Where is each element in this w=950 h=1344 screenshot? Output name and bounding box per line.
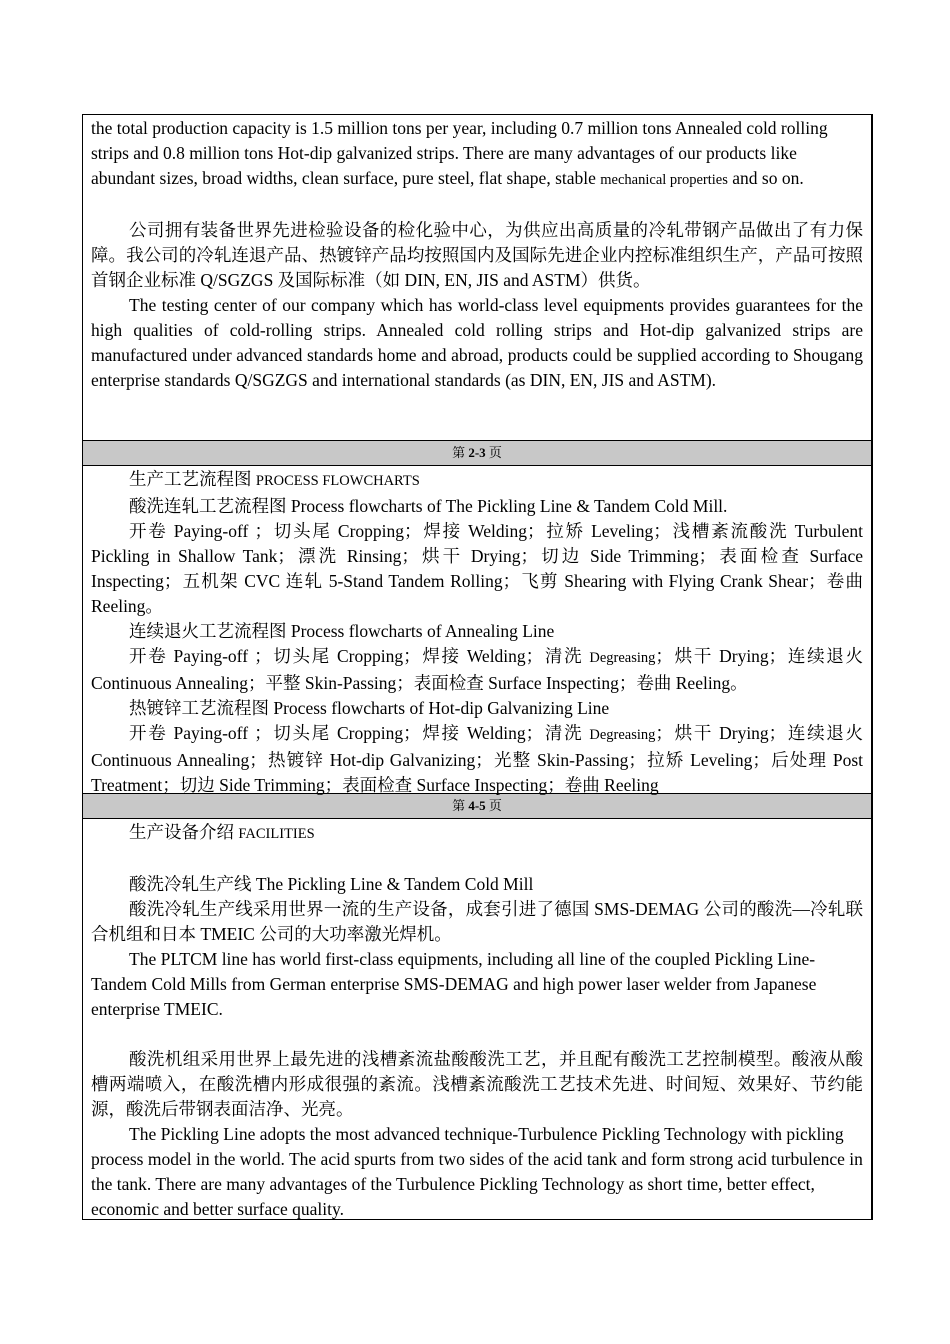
capacity-paragraph [91, 116, 863, 193]
capacity-text-end: and so on. [727, 168, 804, 188]
capacity-text: the total production capacity is 1.5 million tons per year, including 0.7 million tons Annealed cold rolling strips and 0.8 million tons Hot-dip galvanized strips. There are many advantages of our products like abundant sizes, broad widths, clean surface, pure steel, flat shape, stable [91, 118, 828, 188]
section-facilities [83, 819, 871, 1220]
pickling-line-title: 酸洗冷轧生产线 The Pickling Line & Tandem Cold Mill [129, 874, 534, 894]
pickling-flow-title: 酸洗连轧工艺流程图 Process flowcharts of The Pickling Line & Tandem Cold Mill. [129, 496, 728, 516]
turbulence-zh: 酸洗机组采用世界上最先进的浅槽紊流盐酸酸洗工艺，并且配有酸洗工艺控制模型。酸液从酸槽两端喷入，在酸洗槽内形成很强的紊流。浅槽紊流酸洗工艺技术先进、时间短、效果好、节约能源，酸洗后带钢表面洁净、光亮。 [91, 1049, 863, 1119]
flowcharts-title: 生产工艺流程图 PROCESS FLOWCHARTS [129, 469, 420, 489]
turbulence-en: The Pickling Line adopts the most advanced technique-Turbulence Pickling Technology with pickling process model in the world. The acid spurts from two sides of the acid tank and form strong acid turbulence in the tank. There are many advantages of the Turbulence Pickling Technology as short time, better effect, economic and better surface quality. [91, 1124, 863, 1219]
page-marker-2-3: 第 2-3 页 [83, 441, 871, 466]
facilities-title: 生产设备介绍 FACILITIES [129, 822, 315, 842]
galvanizing-flow-title: 热镀锌工艺流程图 Process flowcharts of Hot-dip Galvanizing Line [129, 698, 610, 718]
pltcm-en: The PLTCM line has world first-class equipments, including all line of the coupled Pickling Line-Tandem Cold Mills from German enterprise SMS-DEMAG and high power laser welder from Japanese enterprise TMEIC. [91, 949, 817, 1019]
pltcm-zh: 酸洗冷轧生产线采用世界一流的生产设备，成套引进了德国 SMS-DEMAG 公司的酸洗—冷轧联合机组和日本 TMEIC 公司的大功率激光焊机。 [91, 899, 863, 944]
page-marker-4-5: 第 4-5 页 [83, 794, 871, 819]
page-range: 2-3 [468, 445, 486, 460]
galvanizing-flow-steps: 开卷 Paying-off ；切头尾 Cropping；焊接 Welding；清洗 Degreasing；烘干 Drying；连续退火 Continuous Annealing；热镀锌 Hot-dip Galvanizing；光整 Skin-Passing；拉矫 Leveling；后处理 Post Treatment；切边 Side Trimming；表面检查 Surface Inspecting；卷曲 Reeling [91, 723, 864, 795]
section-flowcharts [83, 466, 871, 794]
annealing-flow-steps: 开卷 Paying-off ；切头尾 Cropping；焊接 Welding；清洗 Degreasing；烘干 Drying；连续退火 Continuous Annealing；平整 Skin-Passing；表面检查 Surface Inspecting；卷曲 Reeling。 [91, 646, 864, 693]
capacity-text-small: mechanical properties [600, 172, 728, 188]
testing-center-en: The testing center of our company which has world-class level equipments provides guarantees for the high qualities of cold-rolling strips. Annealed cold rolling strips and Hot-dip galvanized strips are manufactured under advanced standards home and abroad, products could be supplied according to Shougang enterprise standards Q/SGZGS and international standards (as DIN, EN, JIS and ASTM). [91, 295, 863, 390]
document-table [82, 114, 873, 1220]
pickling-flow-steps: 开卷 Paying-off ；切头尾 Cropping；焊接 Welding；拉矫 Leveling；浅槽紊流酸洗 Turbulent Pickling in Shallow Tank；漂洗 Rinsing；烘干 Drying；切边 Side Trimming；表面检查 Surface Inspecting；五机架 CVC 连轧 5-Stand Tandem Rolling；飞剪 Shearing with Flying Crank Shear；卷曲 Reeling。 [91, 521, 863, 616]
annealing-flow-title: 连续退火工艺流程图 Process flowcharts of Annealing Line [129, 621, 555, 641]
testing-center-zh: 公司拥有装备世界先进检验设备的检化验中心，为供应出高质量的冷轧带钢产品做出了有力保障。我公司的冷轧连退产品、热镀锌产品均按照国内及国际先进企业内控标准组织生产，产品可按照首钢企业标准 Q/SGZGS 及国际标准（如 DIN, EN, JIS and ASTM）供货。 [91, 220, 863, 290]
page-range: 4-5 [468, 798, 486, 813]
section-intro [83, 115, 871, 441]
